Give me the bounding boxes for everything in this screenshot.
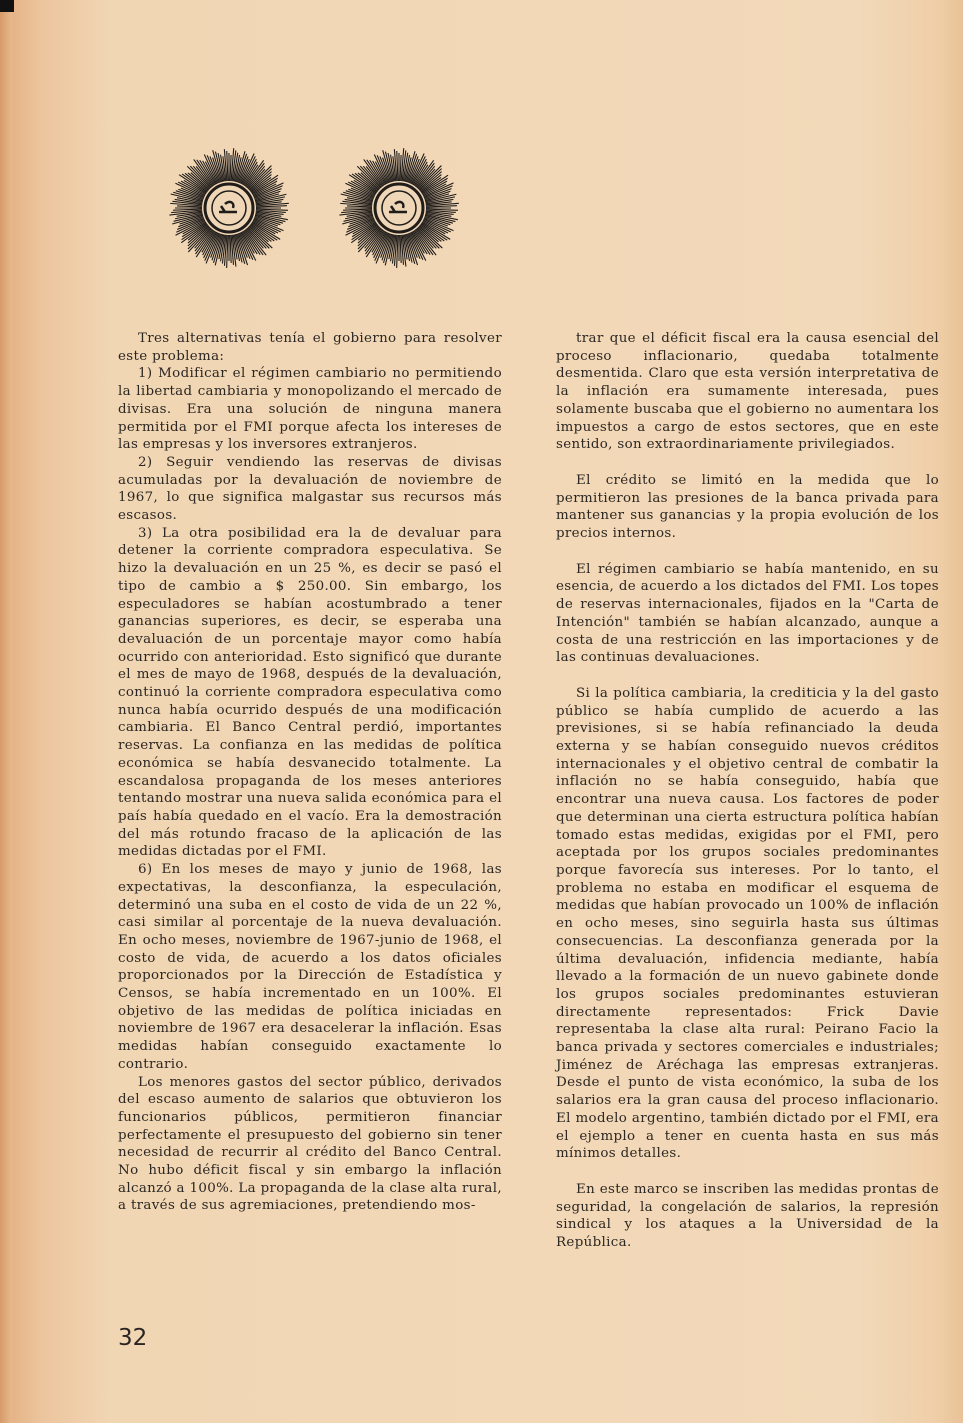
paragraph: El régimen cambiario se había mantenido, en su esencia, de acuerdo a los dictados del FMI. Los topes de reservas internacionales, fijados en la "Carta de Intención" también se habían alcanzado, aunque a costa de una restricción en las importaciones y de las continuas devaluaciones. xyxy=(556,561,939,666)
paragraph: trar que el déficit fiscal era la causa esencial del proceso inflacionario, quedaba totalmente desmentida. Claro que esta versión interpretativa de la inflación era sumamente interesada, pues solamente buscaba que el gobierno no aumentara los impuestos a cargo de estos sectores, que en este sentido, son extraordinariamente privilegiados. xyxy=(556,331,939,453)
paragraph: 2) Seguir vendiendo las reservas de divisas acumuladas por la devaluación de noviembre de 1967, lo que significa malgastar sus recursos más escasos. xyxy=(118,454,502,524)
paragraph: Tres alternativas tenía el gobierno para resolver este problema: xyxy=(118,331,502,364)
emblem-pair xyxy=(163,148,473,280)
paragraph: El crédito se limitó en la medida que lo permitieron las presiones de la banca privada para mantener sus ganancias y la propia evolución de los precios internos. xyxy=(556,472,939,542)
right-column xyxy=(556,330,939,1252)
page-number: 32 xyxy=(118,1325,148,1351)
paragraph: 6) En los meses de mayo y junio de 1968, las expectativas, la desconfianza, la especulación, determinó una suba en el costo de vida de un 22 %, casi similar al porcentaje de la nueva devaluación. En ocho meses, noviembre de 1967-junio de 1968, el costo de vida, de acuerdo a los datos oficiales proporcionados por la Dirección de Estadística y Censos, se había incrementado en un 100%. El objetivo de las medidas de política iniciadas en noviembre de 1967 era desacelerar la inflación. Esas medidas habían conseguido exactamente lo contrario. xyxy=(118,862,502,1072)
paragraph: 1) Modificar el régimen cambiario no permitiendo la libertad cambiaria y monopolizando el mercado de divisas. Era una solución de ninguna manera permitida por el FMI porque afecta los intereses de las empresas y los inversores extranjeros. xyxy=(118,366,502,453)
page-edge xyxy=(0,0,12,1423)
sunburst-emblem-icon xyxy=(333,148,465,280)
paragraph: Los menores gastos del sector público, derivados del escaso aumento de salarios que obtuvieron los funcionarios públicos, permitieron financiar perfectamente el presupuesto del gobierno sin tener necesidad de recurrir al crédito del Banco Central. No hubo déficit fiscal y sin embargo la inflación alcanzó a 100%. La propaganda de la clase alta rural, a través de sus agremiaciones, pretendiendo mos- xyxy=(118,1074,502,1214)
left-column xyxy=(118,330,502,1215)
paragraph: En este marco se inscriben las medidas prontas de seguridad, la congelación de salarios, la represión sindical y los ataques a la Universidad de la República. xyxy=(556,1181,939,1251)
paragraph: 3) La otra posibilidad era la de devaluar para detener la corriente compradora especulativa. Se hizo la devaluación en un 25 %, es decir se pasó el tipo de cambio a $ 250.00. Sin embargo, los especuladores se habían acostumbrado a tener ganancias superiores, es decir, se esperaba una devaluación de un porcentaje mayor como había ocurrido con anterioridad. Esto significó que durante el mes de mayo de 1968, después de la devaluación, continuó la corriente compradora especulativa como nunca había ocurrido después de una modificación cambiaria. El Banco Central perdió, importantes reservas. La confianza en las medidas de política económica se había desvanecido totalmente. La escandalosa propaganda de los meses anteriores tentando mostrar una nueva salida económica para el país había quedado en el vacío. Era la demostración del más rotundo fracaso de la aplicación de las medidas dictadas por el FMI. xyxy=(118,525,502,860)
paragraph: Si la política cambiaria, la crediticia y la del gasto público se había cumplido de acuerdo a las previsiones, si se había refinanciado la deuda externa y se habían conseguido nuevos créditos internacionales y el objetivo central de combatir la inflación no se había conseguido, había que encontrar una nueva causa. Los factores de poder que determinan una cierta estructura política habían tomado estas medidas, exigidas por el FMI, pero aceptada por los grupos sociales predominantes porque favorecía sus intereses. Por lo tanto, el problema no estaba en modificar el esquema de medidas que habían provocado un 100% de inflación en ocho meses, sino seguirla hasta sus últimas consecuencias. La desconfianza generada por la última devaluación, infidencia mediante, había llevado a la formación de un nuevo gabinete donde los grupos sociales predominantes estuvieran directamente representados: Frick Davie representaba la clase alta rural: Peirano Facio la banca privada y sectores comerciales e industriales; Jiménez de Aréchaga las empresas extranjeras. Desde el punto de vista económico, la suba de los salarios era la gran causa del proceso inflacionario. El modelo argentino, también dictado por el FMI, era el ejemplo a tener en cuenta hasta en sus más mínimos detalles. xyxy=(556,685,939,1162)
corner-mark xyxy=(0,0,14,12)
sunburst-emblem-icon xyxy=(163,148,295,280)
